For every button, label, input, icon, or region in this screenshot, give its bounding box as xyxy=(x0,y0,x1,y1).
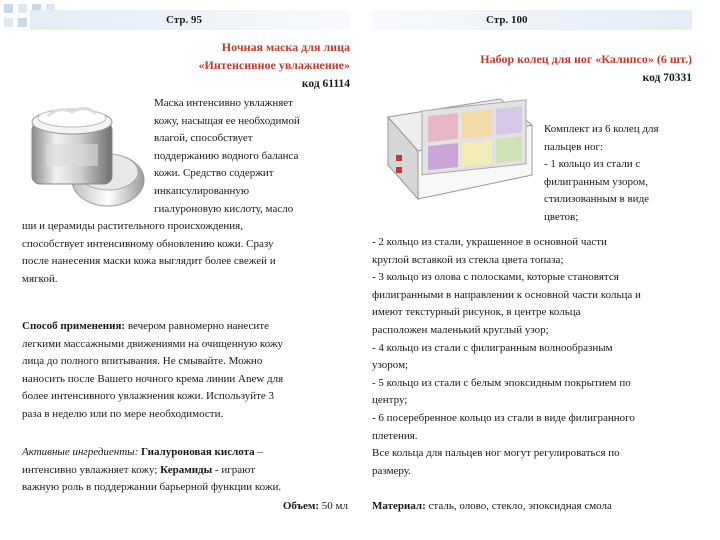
usage-line: раза в неделю или по мере необходимости. xyxy=(22,407,224,420)
mask-description xyxy=(22,95,352,289)
rings-list xyxy=(372,234,712,480)
material-value: сталь, олово, стекло, эпоксидная смола xyxy=(425,500,612,512)
ingredient-name: Гиалуроновая кислота xyxy=(138,446,255,458)
desc-line: кожу, насыщая ее необходимой xyxy=(154,114,300,127)
usage-line: более интенсивного увлажнения кожи. Используйте 3 xyxy=(22,390,275,403)
list-line: Все кольца для пальцев ног могут регулироваться по xyxy=(372,447,620,460)
list-line: - 2 кольцо из стали, украшенное в основной части xyxy=(372,236,607,248)
list-line: имеют текстурный рисунок, в центре кольца xyxy=(372,306,581,319)
ingredient-text: интенсивно увлажняет кожу; xyxy=(22,463,161,476)
list-line: круглой вставкой из стекла цвета топаза; xyxy=(372,253,564,266)
desc-line: инкапсулированную xyxy=(154,184,250,197)
page-number-right: Стр. 100 xyxy=(486,14,528,26)
page-number-left: Стр. 95 xyxy=(166,14,202,26)
list-line: - 4 кольцо из стали с филигранным волнообразным xyxy=(372,341,613,354)
desc-line: гиалуроновую кислоту, масло xyxy=(154,202,294,215)
usage-line: лица до полного впитывания. Не смывайте. Можно xyxy=(22,355,263,368)
desc-line: после нанесения маски кожа выглядит более свежей и xyxy=(22,255,276,268)
desc-line: ши и церамиды растительного происхождения, xyxy=(22,220,243,233)
material-line xyxy=(372,498,712,516)
usage-line: легкими массажными движениями на очищенную кожу xyxy=(22,337,284,350)
ingredient-text: – xyxy=(254,446,263,458)
product-code-rings: код 70331 xyxy=(642,72,692,84)
desc-line: способствует интенсивному обновлению кожи. Сразу xyxy=(22,237,274,250)
volume-line xyxy=(22,498,348,516)
list-line: узором; xyxy=(372,359,409,372)
list-line: - 6 посеребренное кольцо из стали в виде филигранного xyxy=(372,411,635,424)
desc-line: Маска интенсивно увлажняет xyxy=(154,97,293,109)
ingredient-text: важную роль в поддержании барьерной функции кожи. xyxy=(22,481,282,494)
desc-line: кожи. Средство содержит xyxy=(154,167,274,180)
header-band-right xyxy=(372,10,692,30)
ingredient-name: Керамиды xyxy=(160,463,213,476)
list-line: центру; xyxy=(372,394,408,407)
product-title-mask xyxy=(120,38,350,74)
list-line: размеру. xyxy=(372,464,411,477)
rings-intro xyxy=(544,121,704,227)
intro-line: пальцев ног: xyxy=(544,140,604,153)
usage-label: Способ применения: xyxy=(22,320,126,332)
volume-value: 50 мл xyxy=(319,500,348,512)
list-line: - 5 кольцо из стали с белым эпоксидным покрытием по xyxy=(372,376,631,389)
ingredient-text: - играют xyxy=(212,463,256,476)
usage-line: наносить после Вашего ночного крема линии Anew для xyxy=(22,372,284,385)
desc-line: мягкой. xyxy=(22,272,58,285)
product-code-mask: код 61114 xyxy=(301,78,350,90)
product-title-rings: Набор колец для ног «Калипсо» (6 шт.) xyxy=(480,52,692,66)
intro-line: филигранным узором, xyxy=(544,175,648,188)
usage-line: вечером равномерно нанесите xyxy=(125,320,270,332)
title-line-1: Ночная маска для лица xyxy=(221,40,350,54)
intro-line: - 1 кольцо из стали с xyxy=(544,158,641,171)
volume-label: Объем: xyxy=(282,500,320,512)
usage-section xyxy=(22,318,352,424)
ingredients-section xyxy=(22,444,352,497)
material-label: Материал: xyxy=(372,500,426,512)
intro-line: Комплект из 6 колец для xyxy=(544,123,659,135)
list-line: филигранными в направлении к основной части кольца и xyxy=(372,288,641,301)
desc-line: влагой, способствует xyxy=(154,132,253,145)
list-line: расположен маленький круглый узор; xyxy=(372,323,549,336)
ingredients-label: Активные ингредиенты: xyxy=(22,446,139,458)
title-line-2: «Интенсивное увлажнение» xyxy=(198,58,350,72)
intro-line: стилизованным в виде xyxy=(544,193,650,206)
toe-rings-set-image xyxy=(382,95,534,203)
desc-line: поддержанию водного баланса xyxy=(154,149,299,162)
list-line: - 3 кольцо из олова с полосками, которые становятся xyxy=(372,271,619,284)
intro-line: цветов; xyxy=(544,210,579,223)
list-line: плетения. xyxy=(372,429,418,442)
